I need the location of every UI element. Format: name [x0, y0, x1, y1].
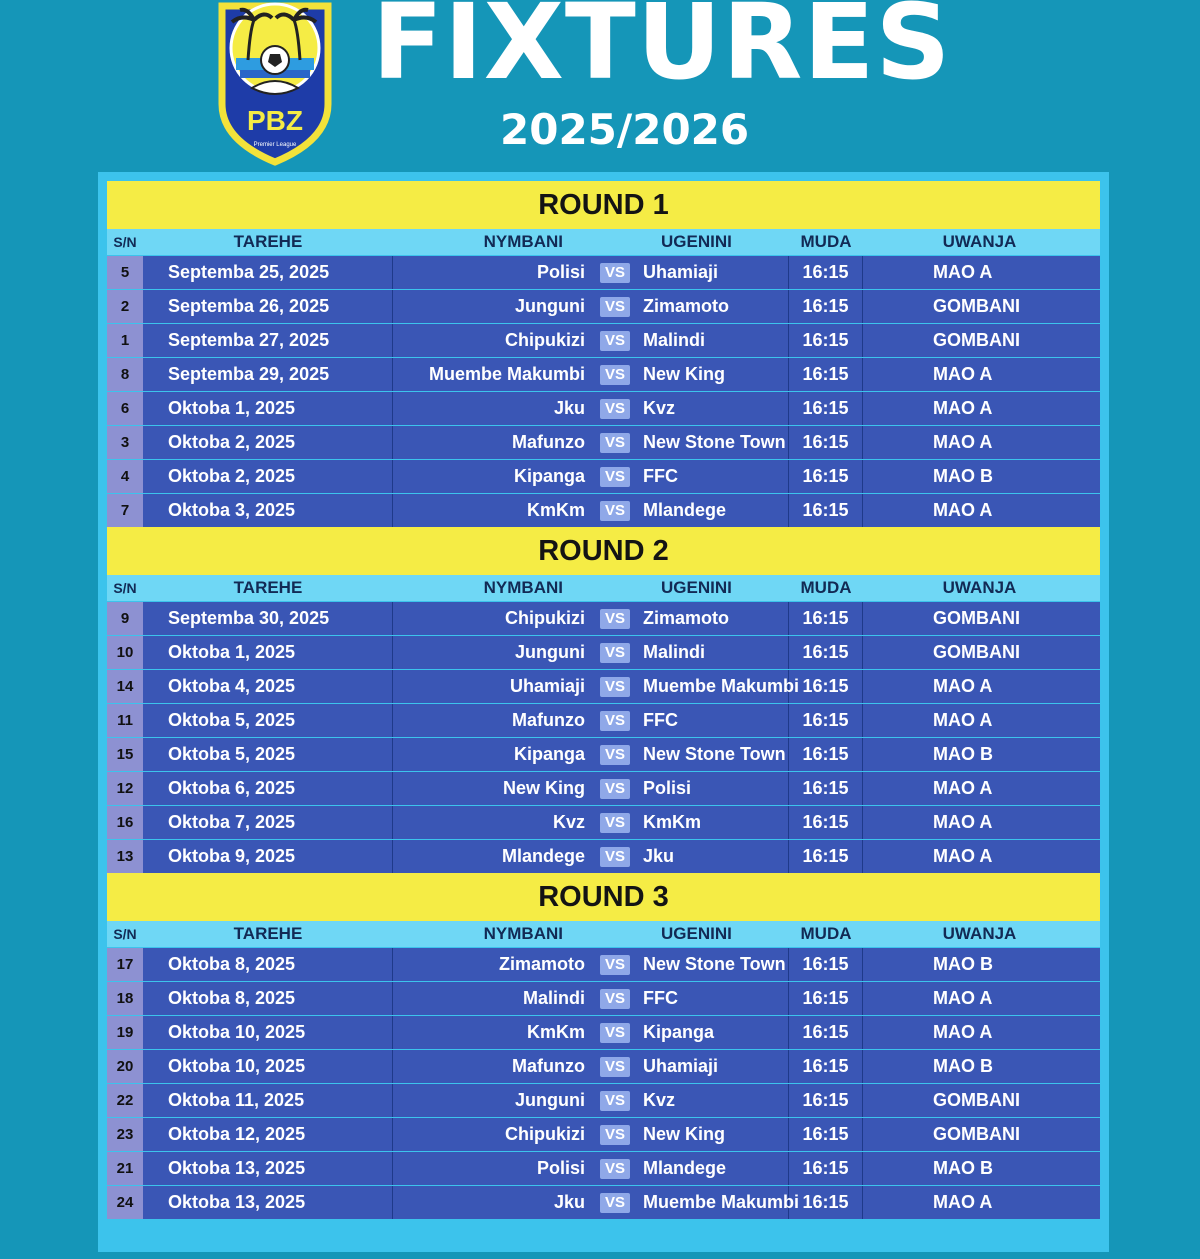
kickoff-time: 16:15: [789, 670, 863, 703]
column-header-row: [107, 575, 1100, 601]
kickoff-time: 16:15: [789, 392, 863, 425]
home-team: Junguni: [515, 296, 585, 316]
away-team: FFC: [637, 704, 789, 737]
away-team: New Stone Town: [637, 948, 789, 981]
fixture-row: [107, 494, 1100, 527]
fixture-sn: 3: [107, 426, 143, 459]
away-team: New King: [637, 358, 789, 391]
vs-badge: VS: [600, 609, 630, 629]
venue: MAO A: [933, 432, 993, 452]
vs-cell: [593, 670, 637, 703]
fixture-row: [107, 982, 1100, 1015]
fixture-date: Oktoba 8, 2025: [143, 982, 393, 1015]
fixture-sn: 19: [107, 1016, 143, 1049]
fixture-date: Oktoba 2, 2025: [143, 460, 393, 493]
fixture-row: [107, 670, 1100, 703]
fixture-sn: 11: [107, 704, 143, 737]
kickoff-time: 16:15: [789, 1186, 863, 1219]
fixture-row: [107, 1016, 1100, 1049]
col-time: MUDA: [800, 578, 852, 597]
kickoff-time: 16:15: [789, 602, 863, 635]
venue: MAO A: [933, 778, 993, 798]
vs-badge: VS: [600, 399, 630, 419]
away-team: New King: [637, 1118, 789, 1151]
venue: MAO A: [933, 676, 993, 696]
logo-text: PBZ: [247, 105, 303, 136]
vs-cell: [593, 358, 637, 391]
fixture-sn: 24: [107, 1186, 143, 1219]
vs-cell: [593, 602, 637, 635]
kickoff-time: 16:15: [789, 1016, 863, 1049]
venue: MAO A: [933, 1192, 993, 1212]
vs-badge: VS: [600, 677, 630, 697]
kickoff-time: 16:15: [789, 704, 863, 737]
away-team: Polisi: [637, 772, 789, 805]
vs-cell: [593, 840, 637, 873]
home-team: KmKm: [526, 500, 585, 520]
col-sn: S/N: [113, 926, 137, 942]
fixture-row: [107, 1118, 1100, 1151]
fixture-date: Septemba 26, 2025: [143, 290, 393, 323]
col-sn: S/N: [113, 580, 137, 596]
column-header-row: [107, 921, 1100, 947]
home-team: Mafunzo: [512, 710, 585, 730]
season-label: 2025/2026: [500, 105, 750, 154]
kickoff-time: 16:15: [789, 806, 863, 839]
vs-cell: [593, 1118, 637, 1151]
vs-badge: VS: [600, 989, 630, 1009]
away-team: Malindi: [637, 636, 789, 669]
fixture-row: [107, 948, 1100, 981]
col-venue: UWANJA: [942, 232, 1017, 251]
fixture-row: [107, 1050, 1100, 1083]
vs-badge: VS: [600, 501, 630, 521]
col-venue: UWANJA: [942, 578, 1017, 597]
vs-cell: [593, 806, 637, 839]
col-away: UGENINI: [661, 578, 732, 597]
fixture-sn: 22: [107, 1084, 143, 1117]
round-3: [107, 873, 1100, 1219]
venue: MAO A: [933, 1022, 993, 1042]
fixture-sn: 9: [107, 602, 143, 635]
fixture-sn: 1: [107, 324, 143, 357]
vs-badge: VS: [600, 1023, 630, 1043]
away-team: Mlandege: [637, 1152, 789, 1185]
fixture-date: Oktoba 2, 2025: [143, 426, 393, 459]
fixture-sn: 12: [107, 772, 143, 805]
away-team: Muembe Makumbi: [637, 670, 789, 703]
kickoff-time: 16:15: [789, 636, 863, 669]
fixture-sn: 23: [107, 1118, 143, 1151]
fixture-date: Oktoba 3, 2025: [143, 494, 393, 527]
fixture-row: [107, 1152, 1100, 1185]
home-team: Uhamiaji: [509, 676, 585, 696]
home-team: Junguni: [515, 1090, 585, 1110]
vs-badge: VS: [600, 297, 630, 317]
kickoff-time: 16:15: [789, 1084, 863, 1117]
vs-cell: [593, 948, 637, 981]
round-title: ROUND 2: [107, 527, 1100, 575]
kickoff-time: 16:15: [789, 840, 863, 873]
venue: GOMBANI: [933, 330, 1020, 350]
home-team: Kipanga: [513, 466, 585, 486]
fixture-row: [107, 256, 1100, 289]
vs-cell: [593, 1084, 637, 1117]
fixture-row: [107, 392, 1100, 425]
fixture-date: Oktoba 12, 2025: [143, 1118, 393, 1151]
vs-badge: VS: [600, 847, 630, 867]
vs-badge: VS: [600, 813, 630, 833]
away-team: Kvz: [637, 1084, 789, 1117]
kickoff-time: 16:15: [789, 982, 863, 1015]
venue: MAO A: [933, 846, 993, 866]
fixture-rows: [107, 256, 1100, 527]
home-team: New King: [502, 778, 585, 798]
column-header-row: [107, 229, 1100, 255]
venue: MAO A: [933, 812, 993, 832]
vs-badge: VS: [600, 745, 630, 765]
fixture-row: [107, 324, 1100, 357]
page-title: FIXTURES: [372, 0, 952, 103]
vs-badge: VS: [600, 1057, 630, 1077]
vs-badge: VS: [600, 955, 630, 975]
home-team: Chipukizi: [505, 608, 585, 628]
venue: GOMBANI: [933, 296, 1020, 316]
venue: MAO A: [933, 500, 993, 520]
home-team: Junguni: [515, 642, 585, 662]
kickoff-time: 16:15: [789, 738, 863, 771]
vs-badge: VS: [600, 711, 630, 731]
fixture-rows: [107, 602, 1100, 873]
vs-cell: [593, 290, 637, 323]
fixture-sn: 6: [107, 392, 143, 425]
fixture-date: Oktoba 10, 2025: [143, 1016, 393, 1049]
fixture-row: [107, 806, 1100, 839]
fixture-sn: 2: [107, 290, 143, 323]
fixture-row: [107, 1186, 1100, 1219]
fixture-sn: 7: [107, 494, 143, 527]
vs-cell: [593, 324, 637, 357]
venue: GOMBANI: [933, 642, 1020, 662]
away-team: Mlandege: [637, 494, 789, 527]
vs-cell: [593, 982, 637, 1015]
vs-badge: VS: [600, 1193, 630, 1213]
fixture-date: Oktoba 8, 2025: [143, 948, 393, 981]
col-home: NYMBANI: [483, 232, 563, 251]
col-date: TAREHE: [233, 578, 303, 597]
col-time: MUDA: [800, 232, 852, 251]
fixture-sn: 15: [107, 738, 143, 771]
away-team: Uhamiaji: [637, 256, 789, 289]
venue: MAO B: [933, 1158, 993, 1178]
kickoff-time: 16:15: [789, 1118, 863, 1151]
col-away: UGENINI: [661, 232, 732, 251]
home-team: Chipukizi: [505, 330, 585, 350]
kickoff-time: 16:15: [789, 256, 863, 289]
fixture-date: Oktoba 10, 2025: [143, 1050, 393, 1083]
vs-cell: [593, 494, 637, 527]
kickoff-time: 16:15: [789, 948, 863, 981]
fixture-date: Oktoba 6, 2025: [143, 772, 393, 805]
round-title: ROUND 3: [107, 873, 1100, 921]
venue: MAO B: [933, 954, 993, 974]
vs-badge: VS: [600, 779, 630, 799]
logo-subtext: Premier League: [253, 142, 297, 148]
vs-cell: [593, 738, 637, 771]
away-team: Zimamoto: [637, 290, 789, 323]
col-home: NYMBANI: [483, 924, 563, 943]
fixture-date: Oktoba 11, 2025: [143, 1084, 393, 1117]
venue: MAO B: [933, 466, 993, 486]
fixture-sn: 4: [107, 460, 143, 493]
fixture-date: Oktoba 13, 2025: [143, 1186, 393, 1219]
venue: MAO A: [933, 710, 993, 730]
fixture-date: Septemba 25, 2025: [143, 256, 393, 289]
fixture-row: [107, 1084, 1100, 1117]
col-time: MUDA: [800, 924, 852, 943]
home-team: Malindi: [523, 988, 585, 1008]
vs-cell: [593, 636, 637, 669]
kickoff-time: 16:15: [789, 494, 863, 527]
fixture-sn: 5: [107, 256, 143, 289]
venue: MAO A: [933, 398, 993, 418]
vs-badge: VS: [600, 1159, 630, 1179]
kickoff-time: 16:15: [789, 426, 863, 459]
fixture-row: [107, 358, 1100, 391]
fixture-sn: 8: [107, 358, 143, 391]
vs-cell: [593, 704, 637, 737]
col-date: TAREHE: [233, 232, 303, 251]
round-1: [107, 181, 1100, 527]
away-team: Zimamoto: [637, 602, 789, 635]
away-team: Muembe Makumbi: [637, 1186, 789, 1219]
fixtures-board: [98, 172, 1109, 1252]
venue: GOMBANI: [933, 608, 1020, 628]
venue: MAO A: [933, 364, 993, 384]
home-team: Jku: [553, 1192, 585, 1212]
fixture-date: Septemba 30, 2025: [143, 602, 393, 635]
away-team: Jku: [637, 840, 789, 873]
away-team: FFC: [637, 460, 789, 493]
vs-cell: [593, 256, 637, 289]
home-team: Polisi: [536, 1158, 585, 1178]
vs-badge: VS: [600, 263, 630, 283]
fixture-row: [107, 840, 1100, 873]
away-team: Malindi: [637, 324, 789, 357]
fixture-row: [107, 460, 1100, 493]
fixture-sn: 13: [107, 840, 143, 873]
fixture-date: Oktoba 1, 2025: [143, 636, 393, 669]
venue: MAO B: [933, 744, 993, 764]
venue: MAO A: [933, 988, 993, 1008]
fixture-sn: 20: [107, 1050, 143, 1083]
fixture-row: [107, 704, 1100, 737]
kickoff-time: 16:15: [789, 1152, 863, 1185]
kickoff-time: 16:15: [789, 1050, 863, 1083]
vs-badge: VS: [600, 1125, 630, 1145]
vs-cell: [593, 772, 637, 805]
fixture-row: [107, 738, 1100, 771]
venue: MAO B: [933, 1056, 993, 1076]
fixture-row: [107, 772, 1100, 805]
fixture-date: Oktoba 1, 2025: [143, 392, 393, 425]
fixture-sn: 21: [107, 1152, 143, 1185]
fixture-row: [107, 602, 1100, 635]
kickoff-time: 16:15: [789, 358, 863, 391]
home-team: Muembe Makumbi: [428, 364, 585, 384]
vs-cell: [593, 392, 637, 425]
home-team: KmKm: [526, 1022, 585, 1042]
round-2: [107, 527, 1100, 873]
vs-cell: [593, 1152, 637, 1185]
col-away: UGENINI: [661, 924, 732, 943]
fixture-date: Oktoba 13, 2025: [143, 1152, 393, 1185]
away-team: New Stone Town: [637, 738, 789, 771]
fixture-row: [107, 636, 1100, 669]
fixture-date: Oktoba 4, 2025: [143, 670, 393, 703]
away-team: KmKm: [637, 806, 789, 839]
home-team: Jku: [553, 398, 585, 418]
home-team: Kipanga: [513, 744, 585, 764]
vs-badge: VS: [600, 365, 630, 385]
venue: GOMBANI: [933, 1124, 1020, 1144]
venue: GOMBANI: [933, 1090, 1020, 1110]
fixture-date: Septemba 29, 2025: [143, 358, 393, 391]
fixture-row: [107, 290, 1100, 323]
fixture-sn: 10: [107, 636, 143, 669]
fixture-sn: 16: [107, 806, 143, 839]
fixture-date: Oktoba 7, 2025: [143, 806, 393, 839]
kickoff-time: 16:15: [789, 772, 863, 805]
vs-cell: [593, 426, 637, 459]
league-logo: [212, 0, 338, 166]
away-team: FFC: [637, 982, 789, 1015]
away-team: Uhamiaji: [637, 1050, 789, 1083]
fixture-date: Oktoba 5, 2025: [143, 704, 393, 737]
round-title: ROUND 1: [107, 181, 1100, 229]
home-team: Mafunzo: [512, 432, 585, 452]
fixture-row: [107, 426, 1100, 459]
vs-cell: [593, 1016, 637, 1049]
home-team: Mafunzo: [512, 1056, 585, 1076]
kickoff-time: 16:15: [789, 460, 863, 493]
col-date: TAREHE: [233, 924, 303, 943]
fixture-date: Oktoba 9, 2025: [143, 840, 393, 873]
vs-cell: [593, 1050, 637, 1083]
fixture-sn: 17: [107, 948, 143, 981]
vs-badge: VS: [600, 643, 630, 663]
vs-cell: [593, 1186, 637, 1219]
home-team: Chipukizi: [505, 1124, 585, 1144]
col-home: NYMBANI: [483, 578, 563, 597]
home-team: Zimamoto: [498, 954, 585, 974]
vs-badge: VS: [600, 1091, 630, 1111]
venue: MAO A: [933, 262, 993, 282]
vs-badge: VS: [600, 433, 630, 453]
vs-cell: [593, 460, 637, 493]
home-team: Kvz: [552, 812, 585, 832]
home-team: Polisi: [536, 262, 585, 282]
col-venue: UWANJA: [942, 924, 1017, 943]
kickoff-time: 16:15: [789, 324, 863, 357]
fixture-sn: 18: [107, 982, 143, 1015]
vs-badge: VS: [600, 467, 630, 487]
fixture-sn: 14: [107, 670, 143, 703]
away-team: Kipanga: [637, 1016, 789, 1049]
vs-badge: VS: [600, 331, 630, 351]
away-team: New Stone Town: [637, 426, 789, 459]
col-sn: S/N: [113, 234, 137, 250]
kickoff-time: 16:15: [789, 290, 863, 323]
home-team: Mlandege: [501, 846, 585, 866]
fixture-date: Septemba 27, 2025: [143, 324, 393, 357]
away-team: Kvz: [637, 392, 789, 425]
fixture-rows: [107, 948, 1100, 1219]
fixture-date: Oktoba 5, 2025: [143, 738, 393, 771]
